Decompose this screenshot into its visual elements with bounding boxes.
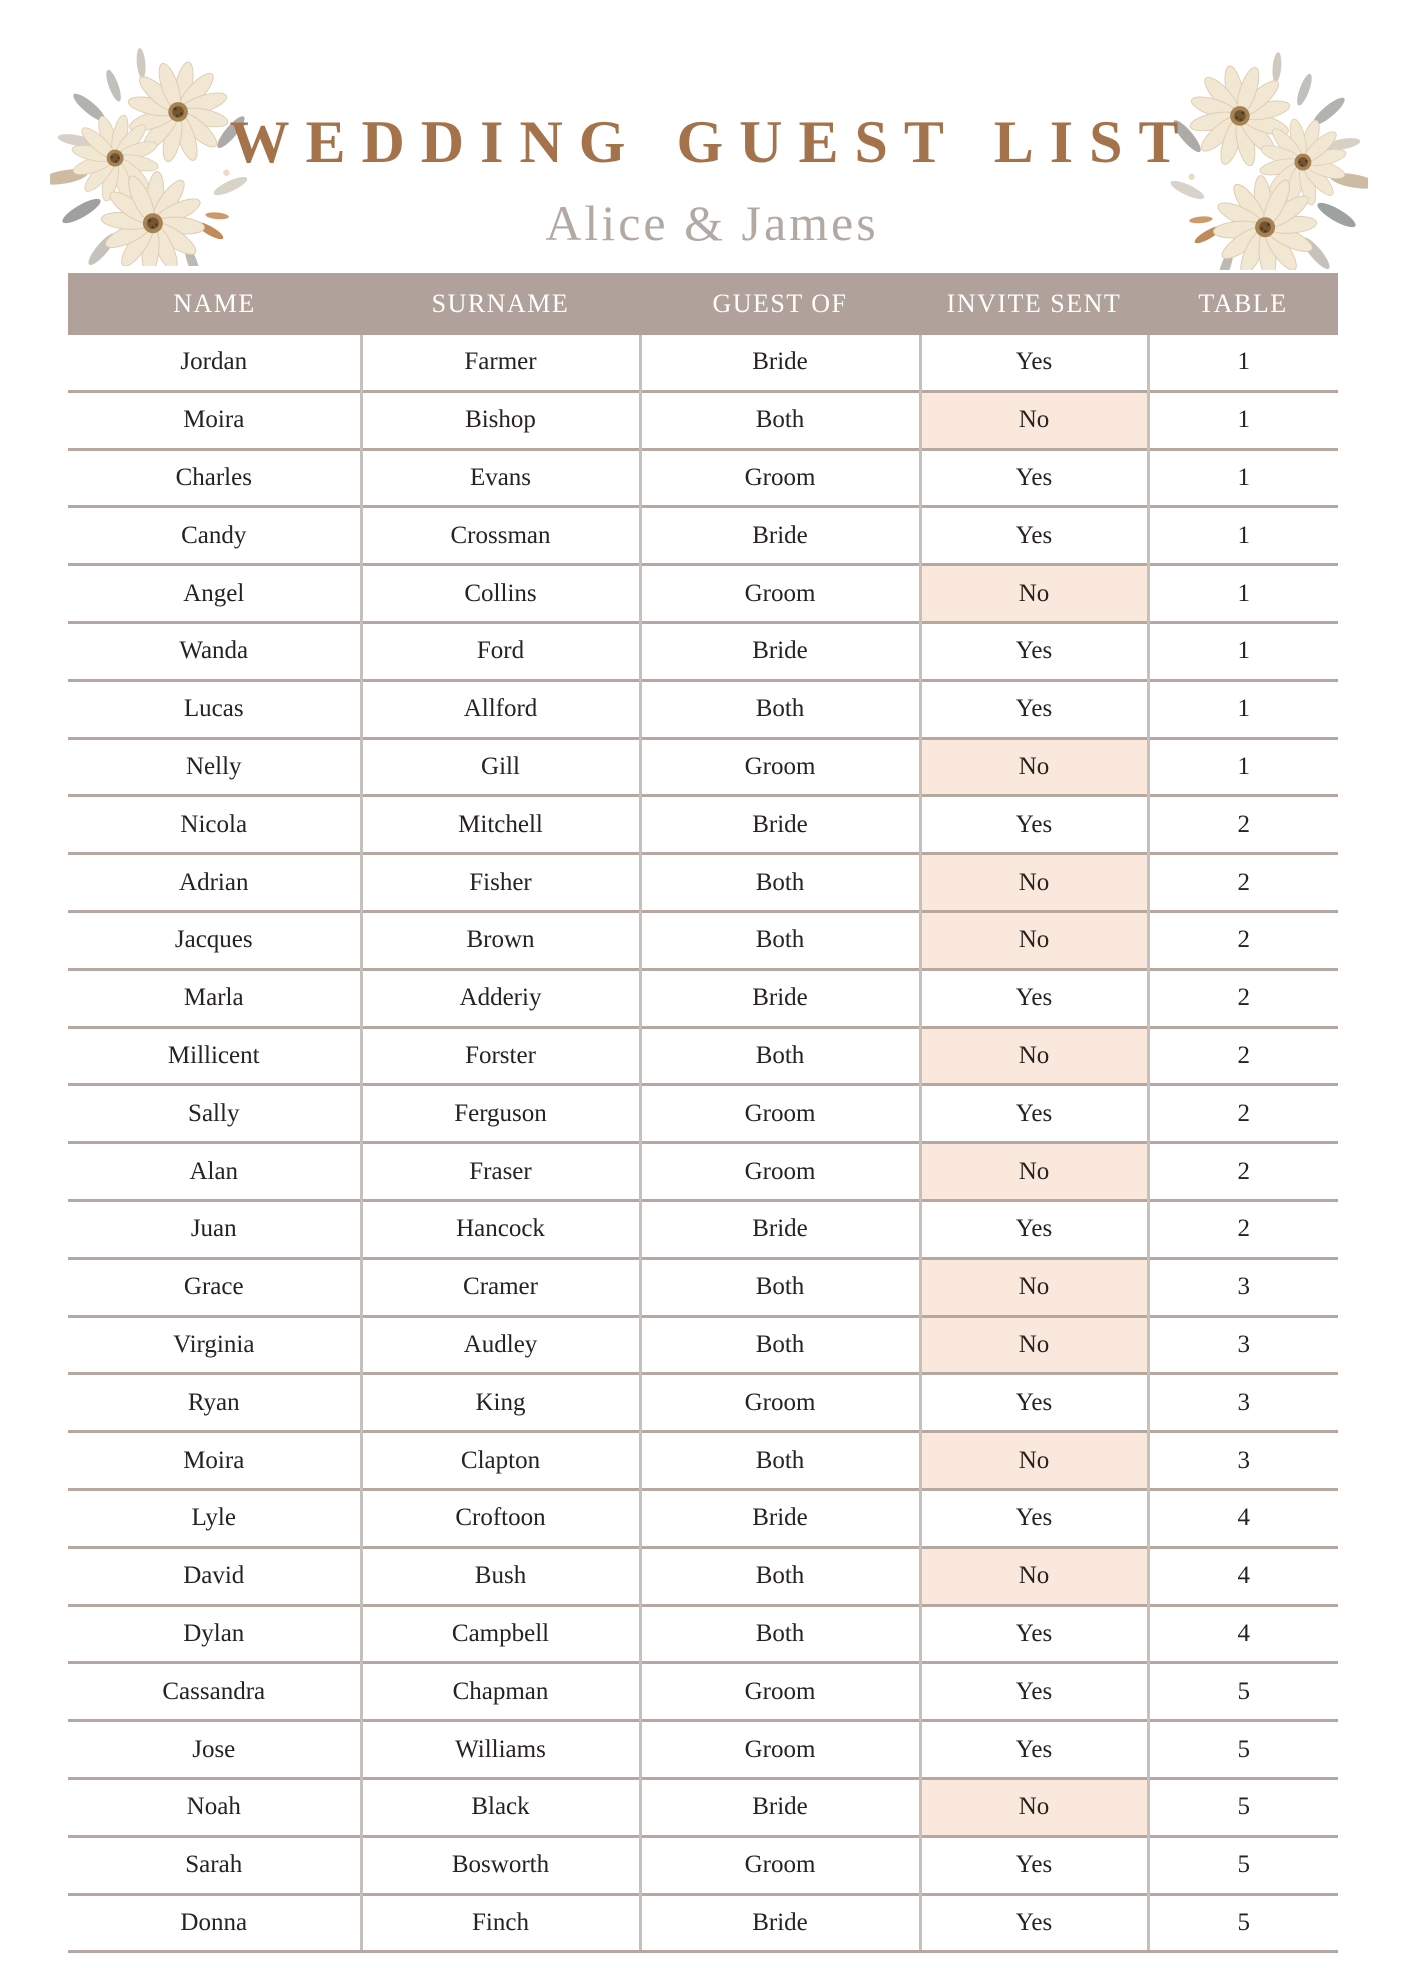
cell-invite-sent: Yes: [920, 1489, 1148, 1547]
table-row: [68, 796, 1338, 854]
cell-invite-sent: No: [920, 1432, 1148, 1490]
cell-surname: Chapman: [361, 1663, 640, 1721]
table-row: [68, 1258, 1338, 1316]
cell-guest-of: Groom: [640, 1836, 920, 1894]
cell-guest-of: Groom: [640, 1085, 920, 1143]
cell-surname: Fisher: [361, 854, 640, 912]
table-row: [68, 911, 1338, 969]
cell-invite-sent: No: [920, 1778, 1148, 1836]
cell-surname: Fraser: [361, 1143, 640, 1201]
cell-guest-of: Both: [640, 680, 920, 738]
cell-name: Ryan: [68, 1374, 361, 1432]
cell-surname: Adderiy: [361, 969, 640, 1027]
column-header-invite-sent: INVITE SENT: [920, 273, 1148, 335]
table-row: [68, 449, 1338, 507]
cell-table: 1: [1148, 507, 1338, 565]
guest-table: [68, 273, 1338, 1953]
cell-surname: Campbell: [361, 1605, 640, 1663]
cell-table: 2: [1148, 854, 1338, 912]
cell-table: 2: [1148, 911, 1338, 969]
table-row: [68, 969, 1338, 1027]
cell-table: 3: [1148, 1432, 1338, 1490]
cell-surname: Hancock: [361, 1200, 640, 1258]
table-row: [68, 1143, 1338, 1201]
cell-guest-of: Groom: [640, 1374, 920, 1432]
cell-invite-sent: Yes: [920, 1836, 1148, 1894]
cell-table: 2: [1148, 1200, 1338, 1258]
cell-name: Sarah: [68, 1836, 361, 1894]
cell-surname: Bush: [361, 1547, 640, 1605]
cell-name: Lucas: [68, 680, 361, 738]
cell-table: 4: [1148, 1489, 1338, 1547]
cell-guest-of: Both: [640, 1316, 920, 1374]
cell-invite-sent: No: [920, 1143, 1148, 1201]
cell-table: 4: [1148, 1547, 1338, 1605]
cell-table: 2: [1148, 1143, 1338, 1201]
cell-surname: Bosworth: [361, 1836, 640, 1894]
cell-name: Moira: [68, 1432, 361, 1490]
cell-name: Virginia: [68, 1316, 361, 1374]
cell-guest-of: Both: [640, 1027, 920, 1085]
cell-table: 1: [1148, 622, 1338, 680]
cell-name: Nelly: [68, 738, 361, 796]
cell-name: Noah: [68, 1778, 361, 1836]
cell-table: 5: [1148, 1663, 1338, 1721]
cell-name: Dylan: [68, 1605, 361, 1663]
cell-guest-of: Bride: [640, 335, 920, 391]
table-row: [68, 1894, 1338, 1952]
cell-invite-sent: Yes: [920, 1200, 1148, 1258]
cell-surname: Collins: [361, 565, 640, 623]
cell-guest-of: Both: [640, 391, 920, 449]
cell-surname: Cramer: [361, 1258, 640, 1316]
cell-invite-sent: Yes: [920, 622, 1148, 680]
cell-invite-sent: Yes: [920, 1374, 1148, 1432]
cell-guest-of: Bride: [640, 1489, 920, 1547]
cell-invite-sent: Yes: [920, 449, 1148, 507]
cell-table: 1: [1148, 335, 1338, 391]
cell-surname: Ford: [361, 622, 640, 680]
table-row: [68, 680, 1338, 738]
cell-name: Grace: [68, 1258, 361, 1316]
cell-table: 5: [1148, 1778, 1338, 1836]
cell-guest-of: Bride: [640, 969, 920, 1027]
cell-guest-of: Both: [640, 1258, 920, 1316]
page-subtitle: Alice & James: [545, 195, 879, 251]
cell-name: Moira: [68, 391, 361, 449]
cell-invite-sent: Yes: [920, 1721, 1148, 1779]
cell-invite-sent: No: [920, 911, 1148, 969]
cell-guest-of: Groom: [640, 1663, 920, 1721]
cell-guest-of: Bride: [640, 1894, 920, 1952]
table-row: [68, 335, 1338, 391]
cell-table: 3: [1148, 1374, 1338, 1432]
table-row: [68, 1200, 1338, 1258]
cell-invite-sent: Yes: [920, 680, 1148, 738]
cell-name: Adrian: [68, 854, 361, 912]
table-row: [68, 1432, 1338, 1490]
guest-table-header-row: [68, 273, 1338, 335]
cell-surname: Allford: [361, 680, 640, 738]
column-header-name: NAME: [68, 273, 361, 335]
cell-invite-sent: No: [920, 1258, 1148, 1316]
cell-invite-sent: No: [920, 391, 1148, 449]
table-row: [68, 1547, 1338, 1605]
cell-name: Wanda: [68, 622, 361, 680]
cell-invite-sent: Yes: [920, 1605, 1148, 1663]
cell-guest-of: Bride: [640, 1200, 920, 1258]
cell-invite-sent: No: [920, 1547, 1148, 1605]
table-row: [68, 1316, 1338, 1374]
cell-name: Cassandra: [68, 1663, 361, 1721]
column-header-guest-of: GUEST OF: [640, 273, 920, 335]
cell-table: 4: [1148, 1605, 1338, 1663]
cell-invite-sent: Yes: [920, 969, 1148, 1027]
cell-name: Lyle: [68, 1489, 361, 1547]
cell-invite-sent: No: [920, 1316, 1148, 1374]
cell-invite-sent: Yes: [920, 507, 1148, 565]
table-row: [68, 1605, 1338, 1663]
cell-surname: Audley: [361, 1316, 640, 1374]
cell-name: Jacques: [68, 911, 361, 969]
cell-invite-sent: Yes: [920, 796, 1148, 854]
cell-surname: Brown: [361, 911, 640, 969]
cell-table: 3: [1148, 1316, 1338, 1374]
table-row: [68, 1663, 1338, 1721]
cell-table: 2: [1148, 969, 1338, 1027]
guest-table-body: [68, 335, 1338, 1952]
cell-guest-of: Groom: [640, 1143, 920, 1201]
cell-guest-of: Groom: [640, 738, 920, 796]
table-row: [68, 565, 1338, 623]
cell-name: Alan: [68, 1143, 361, 1201]
cell-name: Candy: [68, 507, 361, 565]
cell-guest-of: Both: [640, 1605, 920, 1663]
cell-name: Jordan: [68, 335, 361, 391]
cell-invite-sent: No: [920, 738, 1148, 796]
cell-surname: Croftoon: [361, 1489, 640, 1547]
cell-invite-sent: No: [920, 854, 1148, 912]
table-row: [68, 1085, 1338, 1143]
page-title: WEDDING GUEST LIST: [229, 109, 1195, 175]
table-row: [68, 622, 1338, 680]
cell-guest-of: Groom: [640, 449, 920, 507]
cell-invite-sent: Yes: [920, 1894, 1148, 1952]
cell-invite-sent: No: [920, 565, 1148, 623]
cell-table: 2: [1148, 1085, 1338, 1143]
cell-guest-of: Groom: [640, 1721, 920, 1779]
table-row: [68, 1027, 1338, 1085]
cell-surname: King: [361, 1374, 640, 1432]
cell-invite-sent: Yes: [920, 1663, 1148, 1721]
cell-invite-sent: Yes: [920, 1085, 1148, 1143]
cell-surname: Bishop: [361, 391, 640, 449]
column-header-table: TABLE: [1148, 273, 1338, 335]
cell-invite-sent: No: [920, 1027, 1148, 1085]
cell-name: Charles: [68, 449, 361, 507]
cell-guest-of: Both: [640, 911, 920, 969]
cell-guest-of: Both: [640, 1547, 920, 1605]
cell-table: 1: [1148, 565, 1338, 623]
table-row: [68, 1489, 1338, 1547]
cell-guest-of: Bride: [640, 1778, 920, 1836]
cell-guest-of: Groom: [640, 565, 920, 623]
table-row: [68, 1836, 1338, 1894]
cell-name: Millicent: [68, 1027, 361, 1085]
table-row: [68, 1721, 1338, 1779]
cell-surname: Black: [361, 1778, 640, 1836]
cell-guest-of: Bride: [640, 507, 920, 565]
table-row: [68, 391, 1338, 449]
cell-surname: Crossman: [361, 507, 640, 565]
cell-surname: Clapton: [361, 1432, 640, 1490]
cell-name: Jose: [68, 1721, 361, 1779]
cell-surname: Farmer: [361, 335, 640, 391]
cell-table: 2: [1148, 1027, 1338, 1085]
cell-name: David: [68, 1547, 361, 1605]
table-row: [68, 738, 1338, 796]
cell-table: 1: [1148, 391, 1338, 449]
cell-table: 1: [1148, 449, 1338, 507]
cell-name: Juan: [68, 1200, 361, 1258]
table-row: [68, 854, 1338, 912]
cell-name: Nicola: [68, 796, 361, 854]
cell-guest-of: Bride: [640, 622, 920, 680]
table-row: [68, 1778, 1338, 1836]
table-row: [68, 507, 1338, 565]
cell-surname: Mitchell: [361, 796, 640, 854]
cell-guest-of: Bride: [640, 796, 920, 854]
cell-name: Angel: [68, 565, 361, 623]
cell-table: 3: [1148, 1258, 1338, 1316]
cell-table: 5: [1148, 1894, 1338, 1952]
cell-name: Marla: [68, 969, 361, 1027]
cell-surname: Williams: [361, 1721, 640, 1779]
column-header-surname: SURNAME: [361, 273, 640, 335]
cell-table: 5: [1148, 1836, 1338, 1894]
cell-name: Sally: [68, 1085, 361, 1143]
cell-surname: Finch: [361, 1894, 640, 1952]
cell-name: Donna: [68, 1894, 361, 1952]
cell-guest-of: Both: [640, 1432, 920, 1490]
cell-surname: Gill: [361, 738, 640, 796]
cell-table: 5: [1148, 1721, 1338, 1779]
cell-surname: Forster: [361, 1027, 640, 1085]
cell-table: 1: [1148, 738, 1338, 796]
cell-table: 1: [1148, 680, 1338, 738]
cell-surname: Evans: [361, 449, 640, 507]
cell-invite-sent: Yes: [920, 335, 1148, 391]
cell-table: 2: [1148, 796, 1338, 854]
cell-surname: Ferguson: [361, 1085, 640, 1143]
table-row: [68, 1374, 1338, 1432]
cell-guest-of: Both: [640, 854, 920, 912]
